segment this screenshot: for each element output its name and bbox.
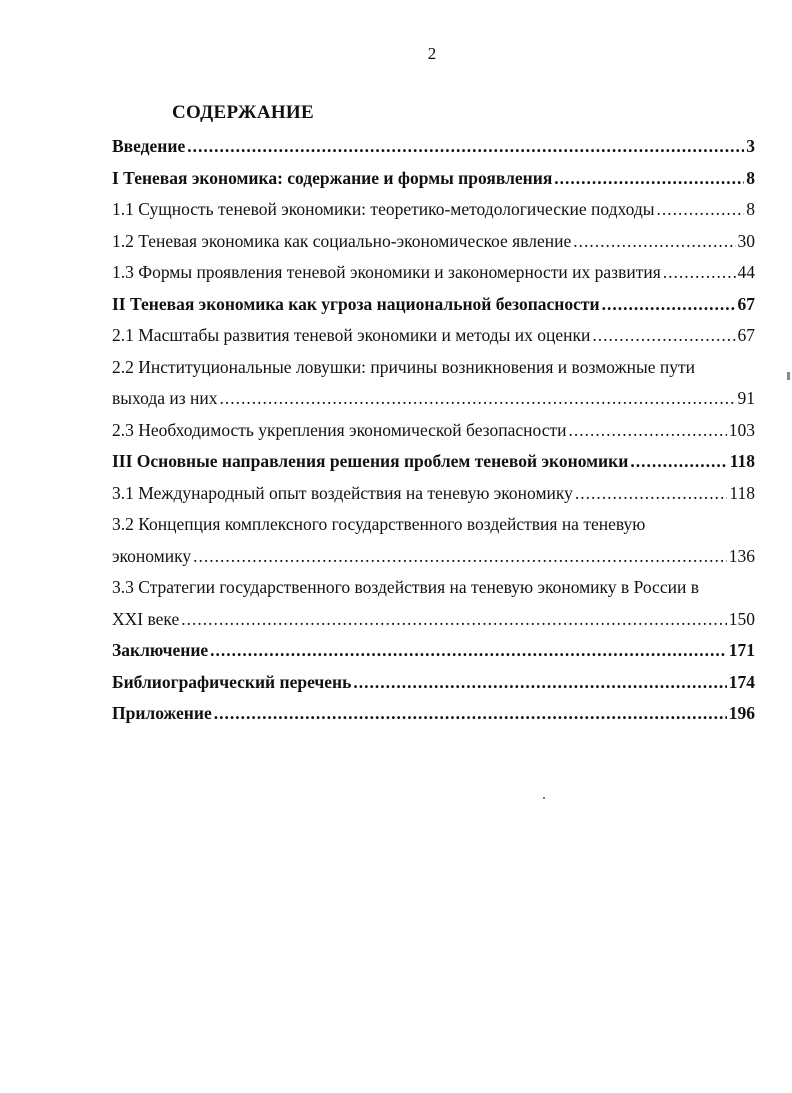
toc-entry-page: 30 [737, 230, 755, 251]
toc-entry-page: 171 [728, 640, 755, 660]
toc-entry-label: выхода из них [112, 388, 218, 408]
toc-entry-page: 91 [737, 388, 755, 408]
toc-entry-page: 103 [728, 419, 755, 440]
toc-leader-dots [353, 667, 726, 699]
toc-leader-dots [592, 320, 735, 352]
toc-leader-dots [210, 635, 727, 667]
toc-entry-page: 3 [746, 136, 755, 156]
page-number: 2 [427, 44, 437, 63]
toc-entry-page: 118 [729, 451, 755, 471]
toc-entry [112, 635, 755, 667]
toc-entry-page: 118 [729, 482, 755, 503]
toc-entry-page: 67 [737, 293, 755, 314]
margin-mark [787, 372, 790, 380]
toc-entry-page: 8 [746, 167, 755, 188]
toc-entry-label: Библиографический перечень [112, 671, 352, 692]
toc-entry [112, 698, 755, 730]
toc-leader-dots [575, 478, 727, 510]
toc-entry-page: 67 [737, 325, 755, 345]
toc-entry-label: экономику [112, 545, 192, 566]
toc-entry-label: 3.3 Стратегии государственного воздействия на теневую экономику в России в [112, 577, 699, 597]
toc-entry-page: 136 [728, 545, 755, 566]
toc-leader-dots [214, 698, 727, 730]
toc-entry [112, 383, 755, 415]
toc-entry [112, 131, 755, 163]
toc-entry-label: Заключение [112, 640, 209, 660]
toc-entry-page: 196 [728, 703, 755, 723]
toc-leader-dots [193, 541, 727, 573]
table-of-contents [112, 131, 755, 730]
toc-entry-label: 2.2 Институциональные ловушки: причины возникновения и возможные пути [112, 356, 695, 377]
toc-entry [112, 446, 755, 478]
toc-entry-label: III Основные направления решения проблем теневой экономики [112, 451, 629, 471]
toc-entry-label: 2.3 Необходимость укрепления экономической безопасности [112, 419, 567, 440]
toc-entry [112, 541, 755, 573]
toc-entry [112, 509, 755, 541]
toc-entry [112, 667, 755, 699]
toc-entry-label: II Теневая экономика как угроза национальной безопасности [112, 293, 600, 314]
toc-entry [112, 415, 755, 447]
toc-entry [112, 194, 755, 226]
toc-leader-dots [187, 131, 744, 163]
toc-entry-label: 1.2 Теневая экономика как социально-экономическое явление [112, 230, 572, 251]
toc-leader-dots [220, 383, 736, 415]
toc-leader-dots [568, 415, 726, 447]
toc-leader-dots [657, 194, 745, 226]
toc-leader-dots [181, 604, 727, 636]
toc-entry [112, 604, 755, 636]
toc-entry-page: 150 [728, 608, 755, 629]
toc-entry [112, 289, 755, 321]
scan-speck [543, 797, 545, 799]
toc-entry-page: 174 [728, 671, 755, 692]
toc-leader-dots [630, 446, 727, 478]
toc-entry [112, 478, 755, 510]
toc-entry [112, 257, 755, 289]
toc-entry-page: 8 [746, 199, 755, 219]
toc-entry-label: I Теневая экономика: содержание и формы проявления [112, 167, 553, 188]
toc-entry-label: Приложение [112, 703, 212, 723]
toc-leader-dots [573, 226, 735, 258]
toc-entry-label: 3.2 Концепция комплексного государственного воздействия на теневую [112, 514, 646, 534]
toc-entry-label: Введение [112, 136, 186, 156]
toc-entry [112, 226, 755, 258]
toc-entry [112, 352, 755, 384]
toc-leader-dots [554, 163, 744, 195]
toc-entry [112, 163, 755, 195]
toc-entry-label: 2.1 Масштабы развития теневой экономики и методы их оценки [112, 325, 591, 345]
toc-entry-page: 44 [737, 262, 755, 282]
toc-entry [112, 320, 755, 352]
toc-title: СОДЕРЖАНИЕ [172, 102, 314, 123]
toc-leader-dots [602, 289, 736, 321]
toc-entry [112, 572, 755, 604]
toc-entry-label: 3.1 Международный опыт воздействия на теневую экономику [112, 482, 573, 503]
toc-entry-label: XXI веке [112, 608, 180, 629]
toc-entry-label: 1.3 Формы проявления теневой экономики и закономерности их развития [112, 262, 661, 282]
toc-leader-dots [663, 257, 736, 289]
toc-entry-label: 1.1 Сущность теневой экономики: теоретико-методологические подходы [112, 199, 655, 219]
